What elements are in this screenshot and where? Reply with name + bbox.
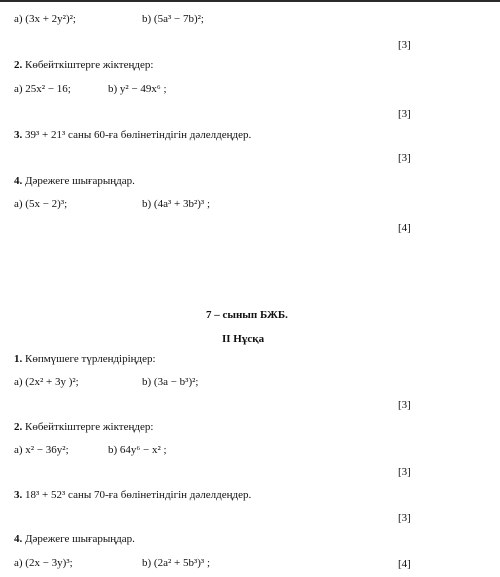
v2-p2-b: b) 64y⁶ − x² ;	[108, 444, 167, 456]
v1-p2-text: Көбейткіштерге жіктеңдер:	[25, 59, 154, 71]
v1-p4-a: а) (5x − 2)³;	[14, 198, 68, 210]
v2-p4-a: а) (2x − 3y)³;	[14, 557, 73, 569]
v2-variant: II Нұсқа	[222, 333, 265, 345]
v1-p4-num: 4.	[14, 175, 23, 187]
v1-p1-b: b) (5a³ − 7b)²;	[142, 13, 204, 25]
v1-p3-title	[14, 128, 251, 142]
v2-p3-title	[14, 488, 251, 502]
v1-p3-score: [3]	[398, 152, 411, 164]
v1-p2-score: [3]	[398, 108, 411, 120]
v2-p1-title	[14, 352, 156, 366]
v1-p2-a: а) 25x² − 16;	[14, 83, 71, 95]
v1-p3-num: 3.	[14, 129, 23, 141]
v2-p1-text: Көпмүшеге түрлендіріңдер:	[25, 353, 156, 365]
v2-p4-score: [4]	[398, 558, 411, 570]
v2-p2-a: а) x² − 36y²;	[14, 444, 69, 456]
v2-title: 7 – сынып БЖБ.	[206, 309, 288, 321]
v2-p1-a: а) (2x² + 3y )²;	[14, 376, 79, 388]
top-border	[0, 0, 500, 2]
v1-p1-a: а) (3x + 2y²)²;	[14, 13, 76, 25]
v2-p2-title	[14, 420, 153, 434]
v1-p1-score: [3]	[398, 39, 411, 51]
v2-p4-num: 4.	[14, 533, 23, 545]
v1-p3-text: 39³ + 21³ саны 60-ға бөлінетіндігін дәлелдеңдер.	[25, 129, 252, 141]
v1-p2-b: b) y² − 49x⁶ ;	[108, 83, 167, 95]
v1-p4-b: b) (4a³ + 3b²)³ ;	[142, 198, 211, 210]
v2-p1-score: [3]	[398, 399, 411, 411]
v2-p1-num: 1.	[14, 353, 23, 365]
v1-p4-score: [4]	[398, 222, 411, 234]
v2-p3-score: [3]	[398, 512, 411, 524]
v1-p2-num: 2.	[14, 59, 23, 71]
v2-p2-num: 2.	[14, 421, 23, 433]
v1-p4-text: Дәрежеге шығарыңдар.	[25, 175, 135, 187]
v2-p3-num: 3.	[14, 489, 23, 501]
v2-p4-b: b) (2a² + 5b³)³ ;	[142, 557, 211, 569]
v2-p1-b: b) (3a − b³)²;	[142, 376, 199, 388]
v2-p4-title	[14, 532, 135, 546]
v1-p4-title	[14, 174, 135, 188]
v2-p2-score: [3]	[398, 466, 411, 478]
v2-p2-text: Көбейткіштерге жіктеңдер:	[25, 421, 154, 433]
v1-p2-title	[14, 58, 153, 72]
v2-p4-text: Дәрежеге шығарыңдар.	[25, 533, 135, 545]
v2-p3-text: 18³ + 52³ саны 70-ға бөлінетіндігін дәлелдеңдер.	[25, 489, 252, 501]
